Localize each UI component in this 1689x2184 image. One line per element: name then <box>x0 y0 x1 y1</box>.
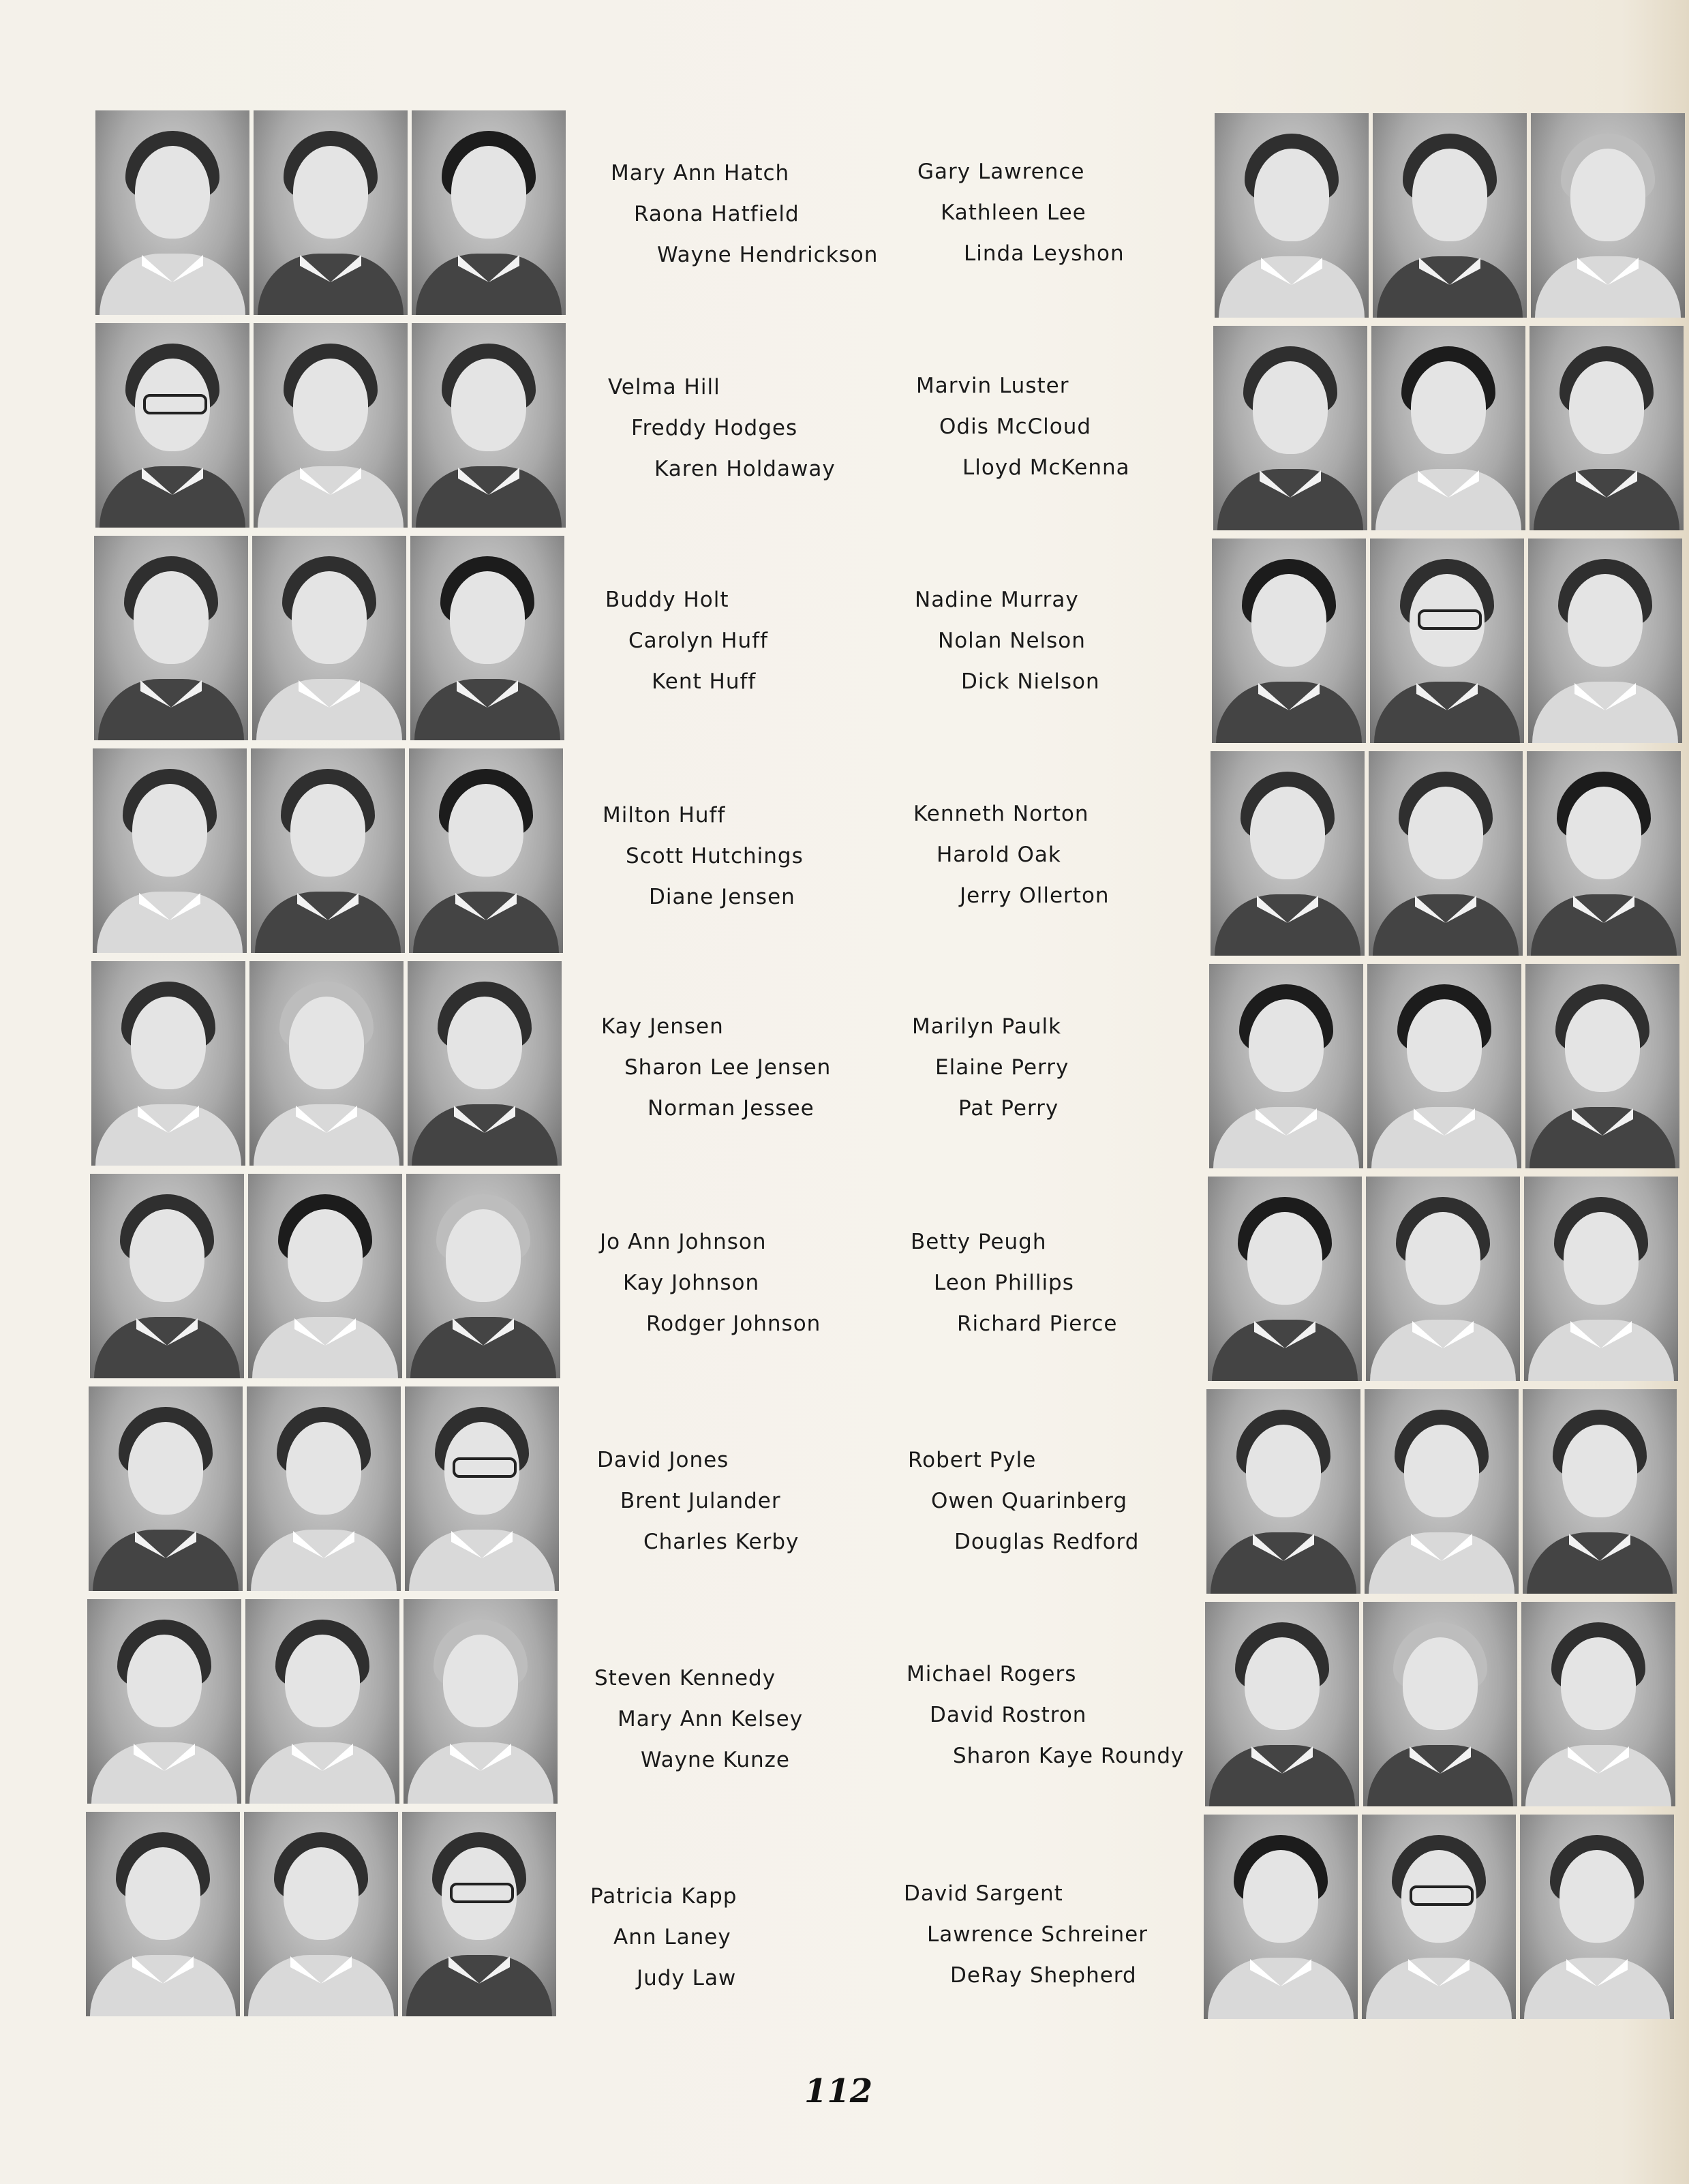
page-number: 112 <box>804 2072 873 2110</box>
student-name: Mary Ann Hatch <box>611 161 790 185</box>
student-photo <box>1204 1815 1358 2019</box>
student-name: Marvin Luster <box>916 374 1069 398</box>
student-name: Rodger Johnson <box>646 1311 821 1336</box>
photo-row <box>94 536 564 740</box>
student-photo <box>90 1174 244 1378</box>
student-photo <box>245 1599 399 1804</box>
student-name: David Rostron <box>930 1703 1087 1727</box>
student-photo <box>405 1386 559 1591</box>
student-photo <box>95 323 249 528</box>
student-name: Patricia Kapp <box>590 1884 737 1909</box>
student-photo <box>410 536 564 740</box>
student-photo <box>1366 1177 1520 1381</box>
student-photo <box>1211 751 1365 956</box>
student-photo <box>1367 964 1521 1168</box>
photo-row <box>91 961 562 1166</box>
student-photo <box>87 1599 241 1804</box>
student-photo <box>254 323 408 528</box>
student-name: David Jones <box>597 1448 729 1472</box>
student-name: Jo Ann Johnson <box>600 1230 767 1254</box>
student-photo <box>254 110 408 315</box>
student-photo <box>93 748 247 953</box>
student-name: Scott Hutchings <box>626 844 804 868</box>
student-photo <box>409 748 563 953</box>
student-name: Owen Quarinberg <box>931 1489 1128 1513</box>
photo-row <box>90 1174 560 1378</box>
student-photo <box>1524 1177 1678 1381</box>
photo-row <box>86 1812 556 2016</box>
student-name: Leon Phillips <box>934 1271 1074 1295</box>
student-name: Velma Hill <box>608 375 720 399</box>
student-name: Ann Laney <box>613 1925 731 1950</box>
student-photo <box>89 1386 243 1591</box>
student-name: Diane Jensen <box>649 885 795 909</box>
student-name: Milton Huff <box>603 803 726 828</box>
photo-row <box>95 323 566 528</box>
student-photo <box>1371 326 1525 530</box>
student-name: Pat Perry <box>958 1096 1059 1121</box>
student-name: Marilyn Paulk <box>912 1014 1062 1039</box>
student-name: Kent Huff <box>652 669 757 694</box>
student-name: David Sargent <box>904 1881 1063 1906</box>
student-name: Jerry Ollerton <box>960 883 1110 908</box>
student-photo <box>404 1599 558 1804</box>
student-name: Charles Kerby <box>643 1530 800 1554</box>
student-name: Kathleen Lee <box>941 200 1086 225</box>
student-name: Brent Julander <box>620 1489 781 1513</box>
student-name: Gary Lawrence <box>917 160 1085 184</box>
photo-row <box>95 110 566 315</box>
student-photo <box>1530 326 1684 530</box>
student-photo <box>408 961 562 1166</box>
student-name: Linda Leyshon <box>964 241 1125 266</box>
student-name: Robert Pyle <box>908 1448 1037 1472</box>
photo-row <box>1212 539 1682 743</box>
student-name: Mary Ann Kelsey <box>618 1707 804 1731</box>
student-photo <box>412 110 566 315</box>
student-photo <box>94 536 248 740</box>
student-name: Lawrence Schreiner <box>927 1922 1148 1947</box>
student-name: Elaine Perry <box>935 1055 1069 1080</box>
photo-row <box>87 1599 558 1804</box>
student-photo <box>251 748 405 953</box>
student-photo <box>1365 1389 1519 1594</box>
photo-row <box>93 748 563 953</box>
student-name: Kay Johnson <box>623 1271 760 1295</box>
student-photo <box>1369 751 1523 956</box>
student-photo <box>248 1174 402 1378</box>
photo-row <box>1205 1602 1675 1806</box>
student-name: Wayne Kunze <box>641 1748 791 1772</box>
student-name: Judy Law <box>637 1966 737 1990</box>
student-photo <box>1209 964 1363 1168</box>
student-photo <box>1528 539 1682 743</box>
student-name: Odis McCloud <box>939 414 1092 439</box>
student-photo <box>1213 326 1367 530</box>
student-photo <box>252 536 406 740</box>
student-photo <box>1527 751 1681 956</box>
student-name: Raona Hatfield <box>634 202 800 226</box>
student-photo <box>1525 964 1679 1168</box>
student-photo <box>1215 113 1369 318</box>
photo-row <box>89 1386 559 1591</box>
student-name: Michael Rogers <box>907 1662 1077 1686</box>
student-photo <box>1521 1602 1675 1806</box>
student-photo <box>249 961 404 1166</box>
student-photo <box>406 1174 560 1378</box>
student-name: Freddy Hodges <box>631 416 798 440</box>
photo-row <box>1211 751 1681 956</box>
photo-row <box>1206 1389 1677 1594</box>
student-name: Lloyd McKenna <box>962 455 1130 480</box>
photo-row <box>1208 1177 1678 1381</box>
student-photo <box>1531 113 1685 318</box>
student-photo <box>1363 1602 1517 1806</box>
student-name: Wayne Hendrickson <box>657 243 879 267</box>
student-photo <box>1212 539 1366 743</box>
student-photo <box>1208 1177 1362 1381</box>
student-photo <box>402 1812 556 2016</box>
student-name: Carolyn Huff <box>628 628 768 653</box>
student-photo <box>1205 1602 1359 1806</box>
student-photo <box>1362 1815 1516 2019</box>
student-name: Nolan Nelson <box>938 628 1086 653</box>
student-name: Richard Pierce <box>957 1311 1118 1336</box>
student-name: Harold Oak <box>937 843 1061 867</box>
student-name: Kenneth Norton <box>913 802 1089 826</box>
student-photo <box>95 110 249 315</box>
student-name: Sharon Kaye Roundy <box>953 1744 1185 1768</box>
student-photo <box>1523 1389 1677 1594</box>
student-photo <box>1373 113 1527 318</box>
student-photo <box>247 1386 401 1591</box>
student-name: Buddy Holt <box>605 588 729 612</box>
photo-row <box>1215 113 1685 318</box>
photo-row <box>1204 1815 1674 2019</box>
student-photo <box>1520 1815 1674 2019</box>
student-photo <box>1370 539 1524 743</box>
student-name: Norman Jessee <box>648 1096 815 1121</box>
student-photo <box>91 961 245 1166</box>
student-name: DeRay Shepherd <box>950 1963 1137 1988</box>
student-name: Steven Kennedy <box>594 1666 776 1690</box>
student-photo <box>412 323 566 528</box>
photo-row <box>1209 964 1679 1168</box>
student-name: Douglas Redford <box>954 1530 1140 1554</box>
student-photo <box>244 1812 398 2016</box>
student-photo <box>1206 1389 1360 1594</box>
student-name: Sharon Lee Jensen <box>624 1055 832 1080</box>
student-name: Kay Jensen <box>601 1014 724 1039</box>
photo-row <box>1213 326 1684 530</box>
student-name: Karen Holdaway <box>654 457 836 481</box>
student-name: Nadine Murray <box>915 588 1079 612</box>
student-photo <box>86 1812 240 2016</box>
student-name: Dick Nielson <box>961 669 1100 694</box>
student-name: Betty Peugh <box>911 1230 1047 1254</box>
